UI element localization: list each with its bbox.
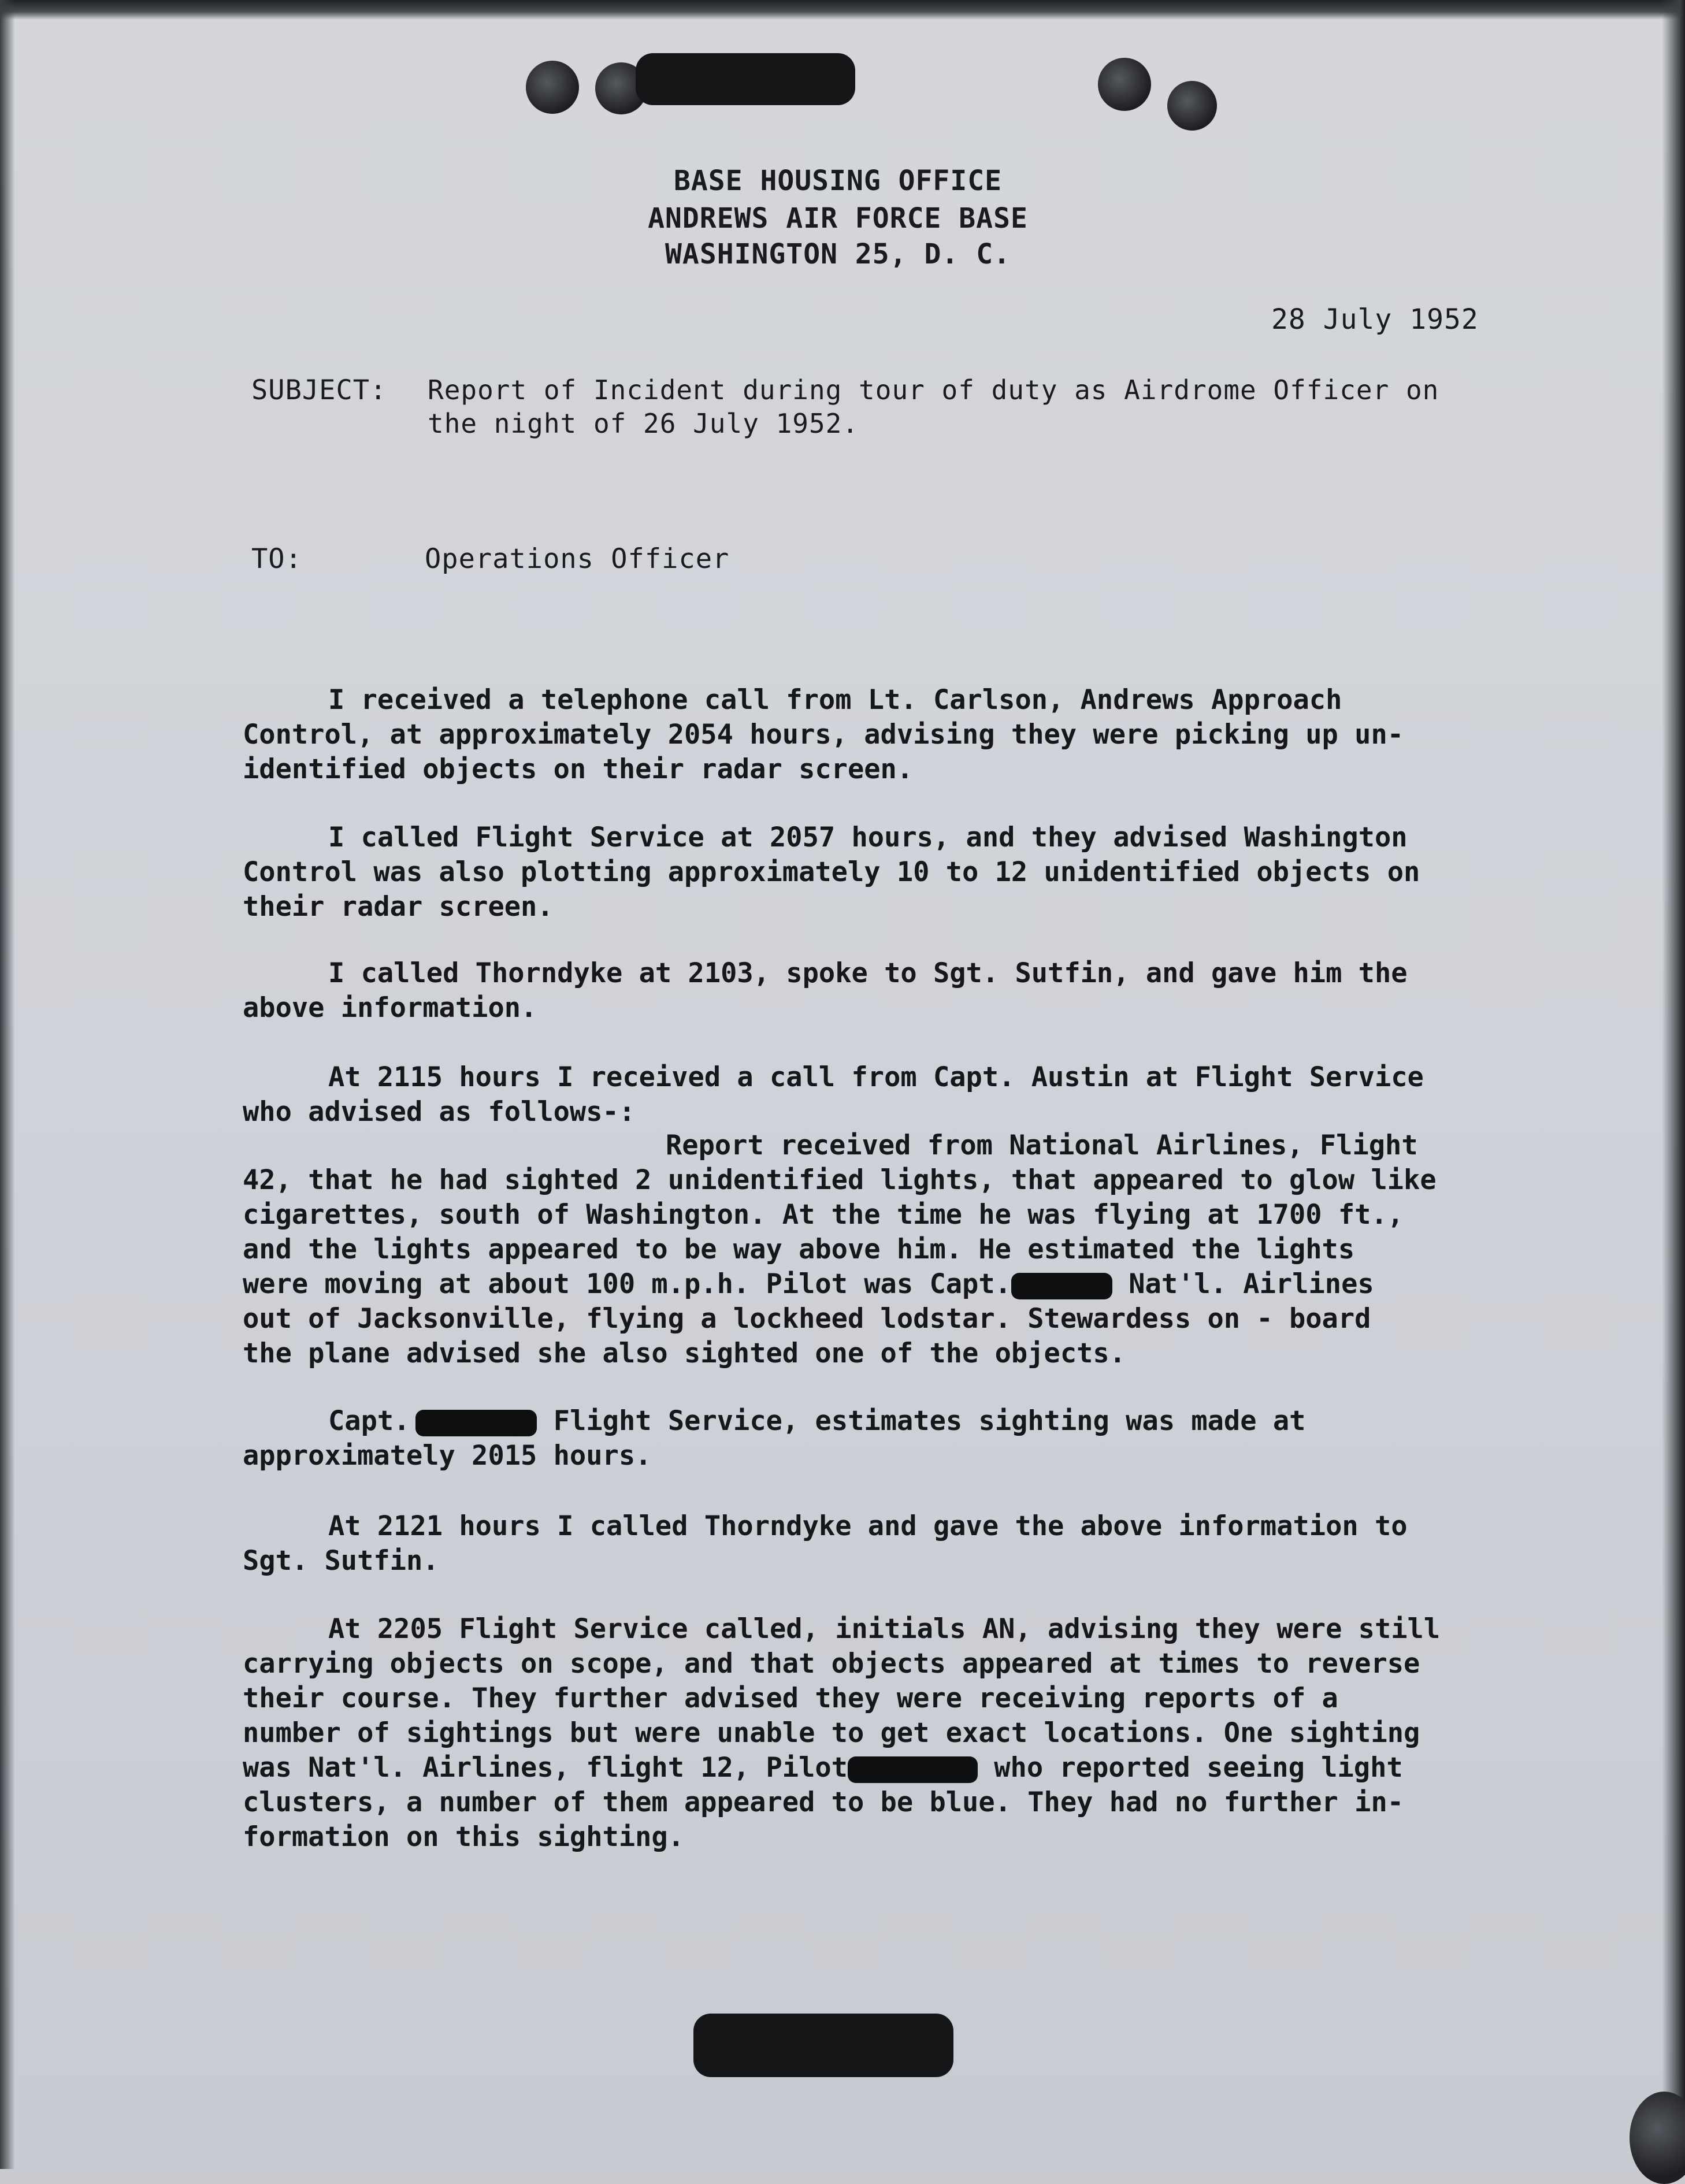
paragraph-line: Control, at approximately 2054 hours, advising they were picking up un- (243, 719, 1404, 751)
line-segment: who reported seeing light (977, 1752, 1403, 1784)
scan-left-edge (0, 0, 15, 2169)
paragraph-line: I received a telephone call from Lt. Carlson, Andrews Approach (328, 684, 1342, 716)
punch-hole (1167, 81, 1217, 131)
binding-fastener-bottom (693, 2014, 953, 2077)
paragraph-line: formation on this sighting. (243, 1821, 685, 1853)
paragraph-3 (243, 956, 1514, 1026)
line-segment: Capt. (328, 1405, 410, 1437)
paragraph-1 (243, 683, 1514, 787)
line-segment: were moving at about 100 m.p.h. Pilot was Capt. (243, 1268, 1011, 1300)
paragraph-4 (243, 1060, 1514, 1130)
line-segment: was Nat'l. Airlines, flight 12, Pilot (243, 1752, 848, 1784)
paragraph-line: cigarettes, south of Washington. At the time he was flying at 1700 ft., (243, 1199, 1404, 1231)
paragraph-line: number of sightings but were unable to get exact locations. One sighting (243, 1717, 1420, 1749)
to-value: Operations Officer (425, 543, 730, 575)
line-segment: Flight Service, estimates sighting was made at (537, 1405, 1306, 1437)
paragraph-line: carrying objects on scope, and that objects appeared at times to reverse (243, 1648, 1420, 1680)
punch-hole (1098, 58, 1151, 111)
paragraph-2 (243, 820, 1514, 924)
to-label: TO: (251, 543, 302, 575)
letterhead-line-3: WASHINGTON 25, D. C. (665, 238, 1011, 270)
paragraph-line: At 2205 Flight Service called, initials AN, advising they were still (328, 1613, 1441, 1645)
paragraph-line: I called Thorndyke at 2103, spoke to Sgt. Sutfin, and gave him the (328, 957, 1408, 989)
paragraph-6 (243, 1404, 1514, 1473)
paragraph-line: Report received from National Airlines, Flight (666, 1130, 1418, 1161)
letterhead-line-1: BASE HOUSING OFFICE (673, 165, 1003, 197)
line-segment: Nat'l. Airlines (1112, 1268, 1374, 1300)
scan-right-edge (1662, 0, 1685, 2169)
paragraph-line: I called Flight Service at 2057 hours, and they advised Washington (328, 822, 1408, 853)
letterhead-line-2: ANDREWS AIR FORCE BASE (648, 202, 1028, 235)
paragraph-line: Control was also plotting approximately 10 to 12 unidentified objects on (243, 856, 1420, 888)
scan-top-edge (0, 0, 1685, 20)
paragraph-5 (243, 1128, 1514, 1371)
paragraph-line: who advised as follows-: (243, 1096, 636, 1128)
paragraph-line (243, 1751, 1514, 1785)
redaction-mark (415, 1410, 537, 1436)
paragraph-8 (243, 1612, 1514, 1855)
paragraph-line: At 2115 hours I received a call from Capt. Austin at Flight Service (328, 1061, 1424, 1093)
paragraph-line: and the lights appeared to be way above him. He estimated the lights (243, 1234, 1355, 1265)
punch-hole (526, 61, 579, 114)
paragraph-line (243, 1267, 1514, 1302)
binding-fastener (636, 53, 855, 105)
paragraph-line: approximately 2015 hours. (243, 1440, 652, 1472)
subject-label: SUBJECT: (251, 374, 387, 406)
redaction-mark (848, 1756, 978, 1783)
redaction-mark (1011, 1273, 1112, 1299)
subject-line-1: Report of Incident during tour of duty as Airdrome Officer on (428, 374, 1439, 406)
paragraph-line: 42, that he had sighted 2 unidentified lights, that appeared to glow like (243, 1164, 1437, 1196)
subject-line-2: the night of 26 July 1952. (428, 408, 859, 439)
paragraph-line: At 2121 hours I called Thorndyke and gave the above information to (328, 1510, 1408, 1542)
paragraph-line (243, 1404, 1514, 1439)
paragraph-line: clusters, a number of them appeared to be blue. They had no further in- (243, 1786, 1404, 1818)
paragraph-line: out of Jacksonville, flying a lockheed lodstar. Stewardess on - board (243, 1303, 1371, 1335)
paragraph-line: identified objects on their radar screen. (243, 753, 914, 785)
paragraph-line: their course. They further advised they were receiving reports of a (243, 1682, 1338, 1714)
paragraph-line: the plane advised she also sighted one of the objects. (243, 1338, 1126, 1369)
document-date: 28 July 1952 (1271, 303, 1479, 336)
paragraph-line: their radar screen. (243, 891, 554, 923)
paragraph-line: above information. (243, 992, 537, 1024)
paragraph-line: Sgt. Sutfin. (243, 1545, 439, 1577)
paragraph-7 (243, 1509, 1514, 1578)
